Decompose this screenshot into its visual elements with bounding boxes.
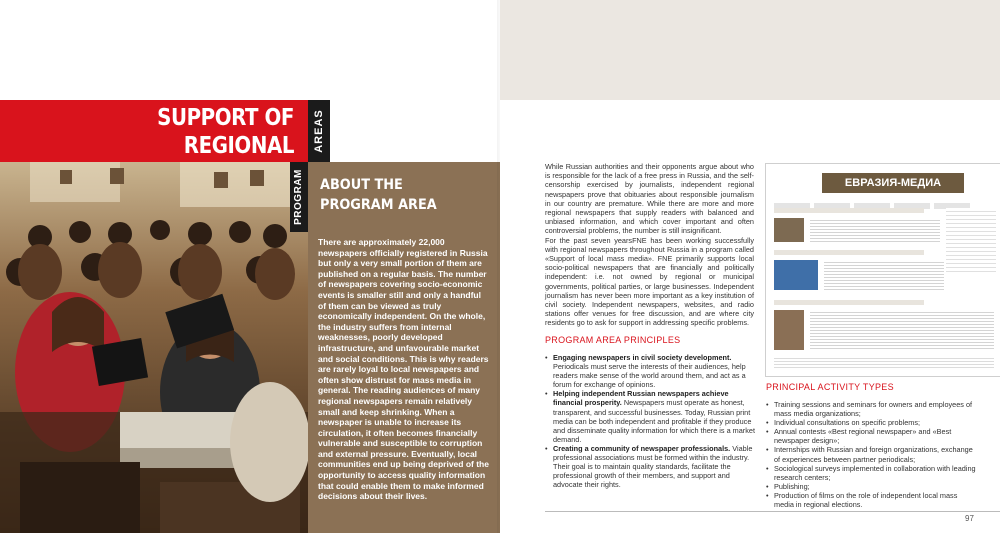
activity-item: • Production of films on the role of independent local mass media in regional elections. (766, 491, 978, 509)
about-panel (308, 162, 500, 533)
website-title: ЕВРАЗИЯ-МЕДИА (822, 173, 964, 193)
principles-title: PROGRAM AREA PRINCIPLES (545, 335, 681, 345)
title-banner (0, 100, 308, 162)
intro-paragraph-1: While Russian authorities and their opponents argue about who is responsible for the lack of a free press in Russia, and the self-censorship exercised by journalists, independent regional newspapers prove that obituaries about responsible journalism in our country are premature. While there are more and more regional newspapers that supply readers with balanced and unbiased information, and which cover important and often controversial problems, the number is still insignificant. (545, 162, 754, 236)
principle-item (545, 353, 757, 389)
website-screenshot (765, 163, 1000, 377)
intro-text (545, 162, 754, 328)
website-photo-3 (774, 310, 804, 350)
website-nav (774, 196, 994, 204)
activity-item: • Training sessions and seminars for owners and employees of mass media organizations; (766, 400, 978, 418)
website-text-3 (810, 310, 994, 350)
about-title-line-1: ABOUT THE (320, 177, 403, 193)
about-title-line-2: PROGRAM AREA (320, 197, 437, 213)
website-photo-2 (774, 260, 818, 290)
principle-item (545, 444, 757, 489)
principle-text: Periodicals must serve the interests of their audiences, help readers make sense of the world around them, and act as a forum for exchange of opinions. (553, 362, 746, 390)
website-sidebar (946, 208, 996, 272)
top-band (500, 0, 1000, 100)
activity-list (766, 400, 978, 509)
audience-photo (0, 162, 308, 533)
website-headline-3 (774, 300, 924, 305)
activity-item: • Internships with Russian and foreign organizations, exchange of experiences between partner periodicals; (766, 445, 978, 463)
activity-item: • Sociological surveys implemented in collaboration with leading research centers; (766, 464, 978, 482)
activity-item: • Individual consultations on specific problems; (766, 418, 978, 427)
website-text-4 (774, 356, 994, 368)
principle-bold: Helping independent Russian newspapers achieve financial prosperity. (553, 389, 729, 408)
website-text-2 (824, 260, 944, 290)
page-number: 97 (965, 514, 974, 523)
activity-item: • Publishing; (766, 482, 978, 491)
activity-item: • Annual contests «Best regional newspaper» and «Best newspaper design»; (766, 427, 978, 445)
about-text: There are approximately 22,000 newspapers officially registered in Russia but only a very small portion of them are published on a regular basis. The number of newspapers covering socio-economic events is smaller still and only a handful of them can be viewed as truly economically independent. On the whole, the industry suffers from internal weaknesses, poorly developed infrastructure, and unfavourable market and social conditions. This is why readers are rarely loyal to local newspapers and often show distrust for mass media in general. The reading audiences of many regional newspapers remain relatively small and keep shrinking. When a newspaper is unable to increase its circulation, it often becomes financially vulnerable and susceptible to corruption and external pressure. Eventually, local communities end up being deprived of the opportunity to access quality information that could enable them to make informed decisions about their lives. (318, 237, 489, 502)
areas-label: AREAS (313, 109, 325, 153)
principle-text: Viable professional associations must be formed within the industry. Their goal is to maintain quality standards, facilitate the professional growth of their members, and support and advocate their rights. (553, 443, 753, 490)
principle-item (545, 389, 757, 444)
website-headline-2 (774, 250, 924, 255)
website-photo-1 (774, 218, 804, 242)
principles-list (545, 353, 757, 489)
page-title-line-1: SUPPORT OF REGIONAL (157, 105, 294, 159)
intro-paragraph-2: For the past seven yearsFNE has been working successfully with regional newspapers throughout Russia in a program called «Support of local mass media». FNE primarily supports local socio-political newspapers that are financially and politically independent: i.e. not owned by regional or municipal governments, political parties, or large businesses. Independent journalism has never been more important as a key institution of civil society. Independent newspapers, websites, and radio stations offer venues for free discussion, and are where city residents go to ask for support in addressing specific problems. (545, 235, 754, 328)
program-label: PROGRAM (293, 169, 304, 225)
website-headline (774, 208, 924, 213)
principle-bold: Engaging newspapers in civil society development. (553, 353, 732, 362)
principle-bold: Creating a community of newspaper professionals. (553, 443, 731, 453)
areas-tab (308, 100, 330, 162)
activity-title: PRINCIPAL ACTIVITY TYPES (766, 382, 894, 392)
website-text-1 (810, 218, 940, 242)
principle-text: Newspapers must operate as honest, transparent, and successful businesses. Today, Russian print media can be both independent and profitable if they produce and disseminate quality information for which there is a market demand. (553, 398, 755, 444)
program-tab (290, 162, 308, 232)
about-title (320, 175, 437, 215)
footer-rule (545, 511, 1000, 512)
